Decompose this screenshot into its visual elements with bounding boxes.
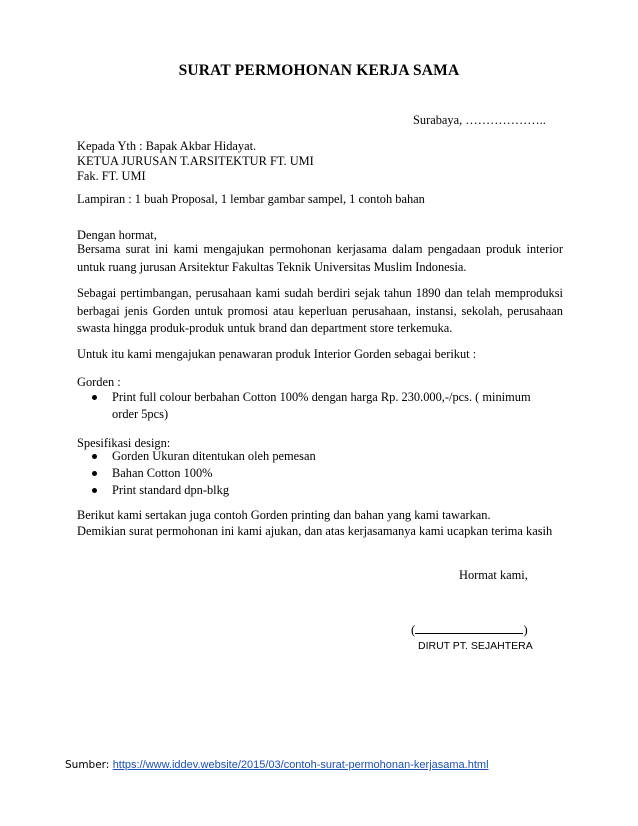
spec-item-text: Print standard dpn-blkg — [112, 483, 230, 497]
bullet-icon — [92, 454, 97, 459]
spec-item-text: Gorden Ukuran ditentukan oleh pemesan — [112, 449, 316, 463]
spec-item-text: Bahan Cotton 100% — [112, 466, 213, 480]
place-date: Surabaya, ……………….. — [413, 113, 546, 127]
spec-list — [112, 448, 512, 499]
list-item — [112, 482, 512, 499]
source-footer — [65, 759, 489, 771]
recipient-line-1: Kepada Yth : Bapak Akbar Hidayat. — [77, 139, 257, 153]
paragraph-company-background: Sebagai pertimbangan, perusahaan kami sudah berdiri sejak tahun 1890 dan telah memproduksi berbagai jenis Gorden untuk promosi atau keperluan perusahaan, instansi, sekolah, perusahaan swasta hingga produk-produk untuk brand dan department store terkemuka. — [77, 286, 563, 336]
recipient-line-3: Fak. FT. UMI — [77, 169, 146, 183]
list-item — [112, 448, 512, 465]
closing-line-2: Demikian surat permohonan ini kami ajukan, dan atas kerjasamanya kami ucapkan terima kasih — [77, 524, 553, 538]
product-item-text: Print full colour berbahan Cotton 100% dengan harga Rp. 230.000,-/pcs. ( minimum order 5pcs) — [112, 390, 531, 421]
signature-open-paren: ( — [411, 622, 416, 637]
bullet-icon — [92, 395, 97, 400]
product-heading: Gorden : — [77, 375, 121, 389]
paragraph-request: Bersama surat ini kami mengajukan permohonan kerjasama dalam pengadaan produk interior untuk ruang jurusan Arsitektur Fakultas Teknik Universitas Muslim Indonesia. — [77, 242, 563, 274]
signatory-name: DIRUT PT. SEJAHTERA — [418, 640, 533, 652]
sign-off: Hormat kami, — [459, 568, 528, 582]
product-list — [112, 389, 532, 423]
paragraph-offer: Untuk itu kami mengajukan penawaran produk Interior Gorden sebagai berikut : — [77, 347, 477, 361]
signature-blank — [415, 622, 523, 634]
list-item — [112, 465, 512, 482]
signature-line — [411, 622, 528, 638]
attachment-line: Lampiran : 1 buah Proposal, 1 lembar gambar sampel, 1 contoh bahan — [77, 192, 425, 206]
closing-line-1: Berikut kami sertakan juga contoh Gorden printing dan bahan yang kami tawarkan. — [77, 508, 491, 522]
list-item — [112, 389, 532, 423]
salutation: Dengan hormat, — [77, 228, 157, 242]
spec-heading: Spesifikasi design: — [77, 436, 171, 450]
bullet-icon — [92, 471, 97, 476]
source-label: Sumber: — [65, 759, 113, 771]
document-title: SURAT PERMOHONAN KERJA SAMA — [178, 62, 460, 79]
signature-close-paren: ) — [523, 622, 528, 637]
source-link[interactable]: https://www.iddev.website/2015/03/contoh-surat-permohonan-kerjasama.html — [112, 759, 489, 771]
bullet-icon — [92, 488, 97, 493]
recipient-line-2: KETUA JURUSAN T.ARSITEKTUR FT. UMI — [77, 154, 314, 168]
